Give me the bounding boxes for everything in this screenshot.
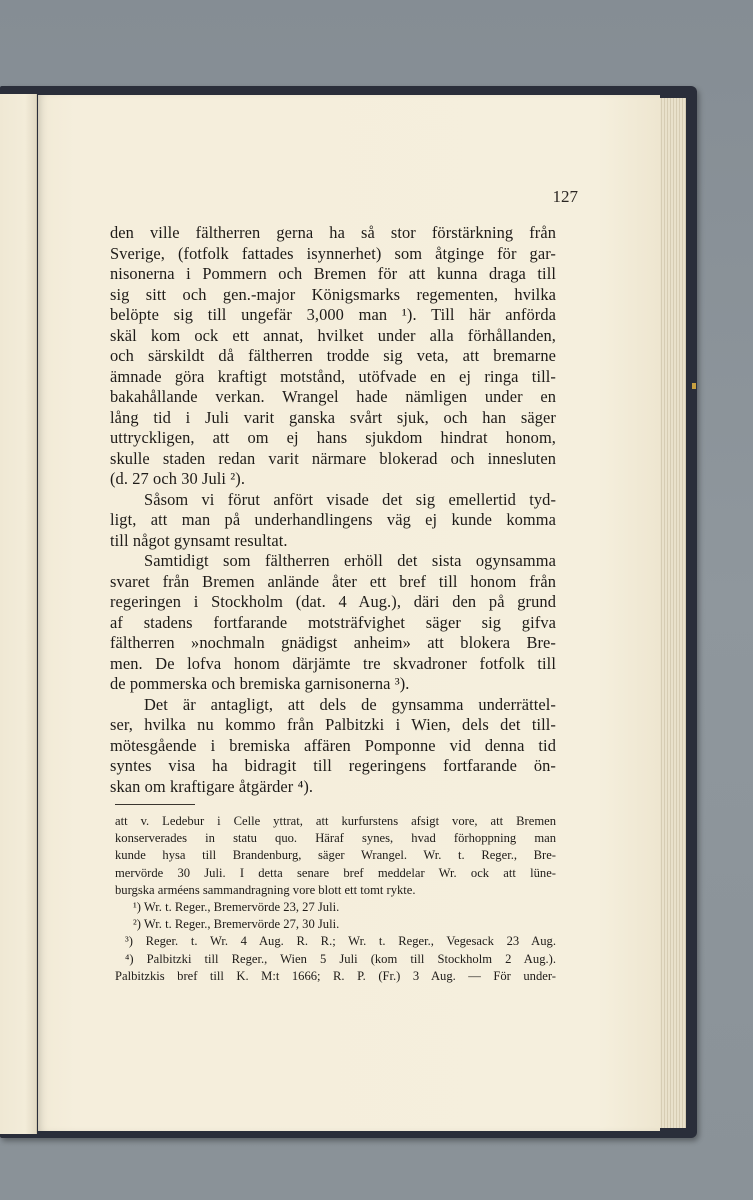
body-line: Såsom vi förut anfört visade det sig emellertid tyd- xyxy=(144,489,556,509)
footnotes xyxy=(115,813,556,985)
footnote-line: ¹) Wr. t. Reger., Bremervörde 23, 27 Juli. xyxy=(133,899,340,914)
footnote-line: ⁴) Palbitzki till Reger., Wien 5 Juli (kom till Stockholm 2 Aug.). xyxy=(125,951,556,966)
footnote-line: burgska arméens sammandragning vore blott ett tomt rykte. xyxy=(115,882,416,897)
left-page-edge xyxy=(0,94,37,1134)
footnote-line: konserverades in statu quo. Häraf synes, hvad förhoppning man xyxy=(115,831,556,846)
body-line: ämnade göra kraftigt motstånd, utöfvade en ej ringa till- xyxy=(110,366,556,386)
body-line: skan om kraftigare åtgärder ⁴). xyxy=(110,776,314,796)
body-line: bakahållande verkan. Wrangel hade nämligen under en xyxy=(110,387,556,406)
body-text xyxy=(110,223,556,797)
body-line: fältherren »nochmaln gnädigst anheim» att blokera Bre- xyxy=(110,633,556,652)
footnote-line: Palbitzkis bref till K. M:t 1666; R. P. (Fr.) 3 Aug. — För under- xyxy=(115,968,556,983)
body-line: af stadens fortfarande motsträfvighet säger sig gifva xyxy=(110,612,556,632)
body-line: Sverige, (fotfolk fattades isynnerhet) som åtginge för gar- xyxy=(110,243,556,263)
cover-marker xyxy=(692,383,696,389)
page-number: 127 xyxy=(552,187,578,206)
body-line: till något gynsamt resultat. xyxy=(110,530,288,550)
body-line: nisonerna i Pommern och Bremen för att kunna draga till xyxy=(110,264,556,283)
body-line: men. De lofva honom därjämte tre skvadroner fotfolk till xyxy=(110,653,556,673)
body-line: belöpte sig till ungefär 3,000 man ¹). Till här anförda xyxy=(110,305,556,324)
footnote-line: kunde hysa till Brandenburg, säger Wrangel. Wr. t. Reger., Bre- xyxy=(115,848,556,863)
footnote-divider xyxy=(115,804,195,805)
body-line: regeringen i Stockholm (dat. 4 Aug.), däri den på grund xyxy=(110,592,556,611)
footnote-line: ²) Wr. t. Reger., Bremervörde 27, 30 Juli. xyxy=(133,917,340,932)
body-line: den ville fältherren gerna ha så stor förstärkning från xyxy=(110,223,556,242)
page-stack-edge xyxy=(656,98,686,1128)
footnote-line: att v. Ledebur i Celle yttrat, att kurfurstens afsigt vore, att Bremen xyxy=(115,814,556,828)
body-line: ligt, att man på underhandlingens väg ej kunde komma xyxy=(110,510,556,529)
book-page xyxy=(38,95,660,1131)
body-line: skulle staden redan varit närmare blokerad och innesluten xyxy=(110,448,556,468)
body-line: och särskildt då fältherren trodde sig veta, att bremarne xyxy=(110,346,556,365)
body-line: syntes visa ha bidragit till regeringens fortfarande ön- xyxy=(110,756,556,775)
body-line: de pommerska och bremiska garnisonerna ³). xyxy=(110,674,410,693)
body-line: svaret från Bremen anlände åter ett bref till honom från xyxy=(110,571,556,591)
footnote-line: mervörde 30 Juli. I detta senare bref meddelar Wr. ock att lüne- xyxy=(115,865,556,880)
body-line: uttryckligen, att om ej hans sjukdom hindrat honom, xyxy=(110,428,556,447)
body-line: (d. 27 och 30 Juli ²). xyxy=(110,469,246,488)
body-line: Det är antagligt, att dels de gynsamma underrättel- xyxy=(144,694,556,714)
body-line: ser, hvilka nu kommo från Palbitzki i Wien, dels det till- xyxy=(110,715,556,734)
body-line: lång tid i Juli varit ganska svårt sjuk, och han säger xyxy=(110,407,556,427)
footnote-line: ³) Reger. t. Wr. 4 Aug. R. R.; Wr. t. Reger., Vegesack 23 Aug. xyxy=(125,934,556,949)
body-line: skäl kom ock ett annat, hvilket under alla förhållanden, xyxy=(110,325,556,345)
body-line: Samtidigt som fältherren erhöll det sista ogynsamma xyxy=(144,551,556,570)
body-line: sig sitt och gen.-major Königsmarks regementen, hvilka xyxy=(110,284,556,304)
body-line: mötesgående i bremiska affären Pomponne vid denna tid xyxy=(110,735,556,755)
